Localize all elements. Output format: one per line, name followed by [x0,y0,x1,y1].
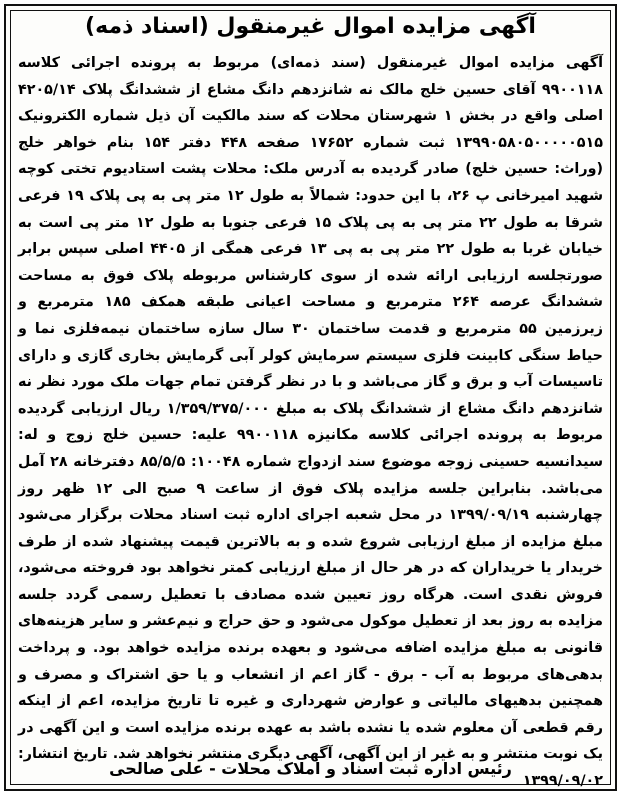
notice-signature: رئیس اداره ثبت اسناد و املاک محلات - علی صالحی [109,759,512,778]
notice-title: آگهی مزایده اموال غیرمنقول (اسناد ذمه) [85,14,536,39]
notice-body: آگهی مزایده اموال غیرمنقول (سند ذمه‌ای) مربوط به پرونده اجرائی کلاسه ۹۹۰۰۱۱۸ آقای حسین خلج مالک نه شانزدهم دانگ مشاع از ششدانگ پلاک ۴۲۰۵/۱۴ اصلی واقع در بخش ۱ شهرستان محلات که سند مالکیت آن ذیل شماره الکترونیک ۱۳۹۹۰۵۸۰۵۰۰۰۰۰۵۱۵ ثبت شماره ۱۷۶۵۲ صفحه ۴۴۸ دفتر ۱۵۴ بنام خواهر خلج (وراث: حسین خلج) صادر گردیده به آدرس ملک: محلات پشت استادیوم تختی کوچه شهید امیرخانی پ ۲۶، با این حدود: شمالاً به طول ۱۲ متر پی به پی پلاک ۱۹ فرعی شرقا به طول ۲۲ متر پی به پی پلاک ۱۵ فرعی جنوبا به طول ۱۲ متر پی است به خیابان غربا به طول ۲۲ متر پی به پی ۱۳ فرعی همگی از ۴۴۰۵ اصلی سپس برابر صورتجلسه ارزیابی ارائه شده از سوی کارشناس مربوطه پلاک فوق به مساحت ششدانگ عرصه ۲۶۴ مترمربع و مساحت اعیانی طبقه همکف ۱۸۵ مترمربع و زیرزمین ۵۵ مترمربع و قدمت ساختمان ۳۰ سال سازه ساختمان نیمه‌فلزی نما و حیاط سنگی کابینت فلزی سیستم سرمایش کولر آبی گرمایش بخاری گازی و دارای تاسیسات آب و برق و گاز می‌باشد و با در نظر گرفتن تمام جهات ملک مورد نظر نه شانزدهم دانگ مشاع از ششدانگ پلاک به مبلغ ۱/۳۵۹/۳۷۵/۰۰۰ ریال ارزیابی گردیده مربوط به پرونده اجرائی کلاسه مکانیزه ۹۹۰۰۱۱۸ علیه: حسین خلج زوج و له: سیدانسیه حسینی زوجه موضوع سند ازدواج شماره ۱۰۰۴۸: ۸۵/۵/۵ دفترخانه ۲۸ آمل می‌باشد. بنابراین جلسه مزایده پلاک فوق از ساعت ۹ صبح الی ۱۲ ظهر روز چهارشنبه ۱۳۹۹/۰۹/۱۹ در محل شعبه اجرای اداره ثبت اسناد محلات برگزار می‌شود مبلغ مزایده از مبلغ ارزیابی شروع شده و به بالاترین قیمت پیشنهاد شده از طرف خریدار یا خریداران که در هر حال از مبلغ ارزیابی کمتر نخواهد بود فروخته می‌شود، فروش نقدی است. هرگاه روز تعیین شده مصادف با تعطیل رسمی گردد جلسه مزایده به روز بعد از تعطیل موکول می‌شود و حق حراج و نیم‌عشر و سایر هزینه‌های قانونی به مبلغ مزایده اضافه می‌شود و بعهده برنده مزایده خواهد بود. و پرداخت بدهی‌های مربوط به آب - برق - گاز اعم از انشعاب و یا حق اشتراک و مصرف و همچنین بدهیهای مالیاتی و عوارض شهرداری و غیره تا تاریخ مزایده، اعم از اینکه رقم قطعی آن معلوم شده یا نشده باشد به عهده برنده مزایده است و این آگهی در یک نوبت منتشر و به غیر از این آگهی، آگهی دیگری منتشر نخواهد شد. تاریخ انتشار: ۱۳۹۹/۰۹/۰۲ [18,55,603,790]
notice-frame [4,4,617,791]
